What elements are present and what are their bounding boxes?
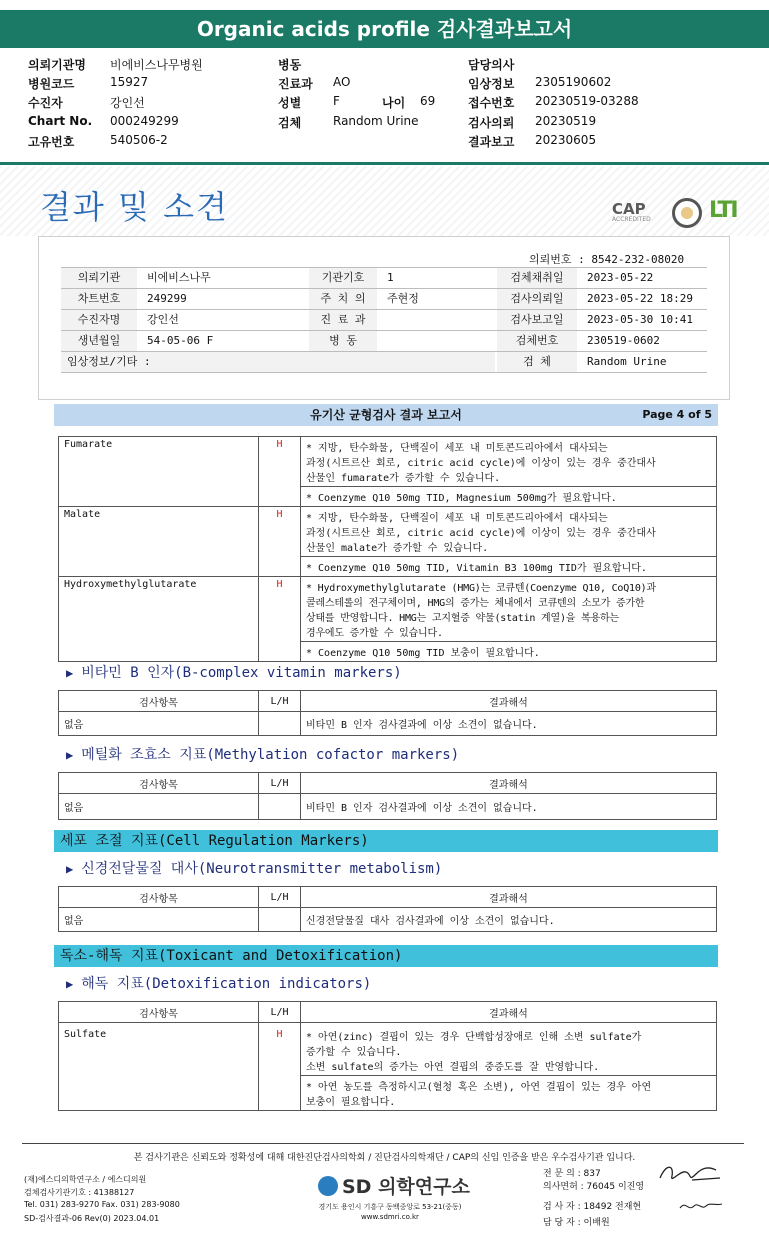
footer-divider — [22, 1143, 744, 1144]
clinical-info-label: 임상정보/기타 : — [61, 352, 495, 372]
request-number: 의뢰번호 : 8542-232-08020 — [529, 253, 685, 266]
patient-label: 수진자 — [28, 96, 63, 110]
chart-label: Chart No. — [28, 114, 93, 128]
request-value: Random Urine — [587, 355, 667, 368]
section-title: 해독 지표(Detoxification indicators) — [81, 976, 372, 992]
recommendation: * Coenzyme Q10 50mg TID 보충이 필요합니다. — [301, 642, 717, 662]
sex-label: 성별 — [278, 96, 302, 110]
request-label: 진 료 과 — [309, 310, 377, 330]
signer-manager: 담 당 자 : 이배원 — [543, 1218, 610, 1228]
request-value: 230519-0602 — [587, 334, 660, 347]
request-label: 주 치 의 — [309, 289, 377, 309]
col-item: 검사항목 — [59, 1002, 259, 1023]
section-title: 메틸화 조효소 지표(Methylation cofactor markers) — [81, 747, 460, 763]
vitamin-b-table — [58, 690, 717, 736]
interpretation: * 지방, 탄수화물, 단백질이 세포 내 미토콘드리아에서 대사되는 과정(시트르산 회로, citric acid cycle)에 이상이 있는 경우 중간대사 산물인 fumarate가 증가할 수 있습니다. — [301, 437, 717, 487]
grid-line — [61, 372, 707, 373]
hospital-code-label: 병원코드 — [28, 77, 75, 91]
col-lh: L/H — [259, 887, 301, 908]
request-label: 의뢰기관 — [61, 268, 137, 288]
request-value: 비에비스나무 — [147, 271, 211, 284]
report-header-title: 유기산 균형검사 결과 보고서 — [310, 408, 462, 422]
hospital-code-value: 15927 — [110, 75, 149, 89]
footer-address: 경기도 용인시 기흥구 동백중앙로 53-21(중동) — [318, 1203, 462, 1211]
footer-website: www.sdmri.co.kr — [361, 1213, 419, 1221]
table-row — [59, 507, 717, 557]
request-label: 병 동 — [309, 331, 377, 351]
request-value: 249299 — [147, 292, 187, 305]
flag: H — [259, 507, 301, 577]
footer-contact: Tel. 031) 283-9270 Fax. 031) 283-9080 — [24, 1200, 180, 1209]
table-row — [59, 437, 717, 487]
item-name: 없음 — [59, 794, 259, 820]
clinical-label: 임상정보 — [468, 77, 515, 91]
request-label: 검체채취일 — [497, 268, 577, 288]
request-label: 검사보고일 — [497, 310, 577, 330]
divider — [0, 162, 769, 165]
doctor-label: 담당의사 — [468, 58, 515, 72]
dept-label: 진료과 — [278, 77, 313, 91]
recommendation: * 아연 농도를 측정하시고(혈청 혹은 소변), 아연 결핍이 있는 경우 아연 보충이 필요합니다. — [301, 1076, 717, 1111]
flag: H — [259, 577, 301, 662]
request-label: 차트번호 — [61, 289, 137, 309]
age-label: 나이 — [382, 96, 406, 110]
unique-label: 고유번호 — [28, 135, 75, 149]
footer-rev: SD-검사결과-06 Rev(0) 2023.04.01 — [24, 1214, 160, 1223]
request-value: 주현정 — [387, 292, 419, 305]
results-table — [58, 436, 717, 662]
clinical-value: 2305190602 — [535, 75, 612, 89]
methylation-table — [58, 772, 717, 820]
section-title: 비타민 B 인자(B-complex vitamin markers) — [81, 665, 402, 681]
dept-value: AO — [333, 75, 351, 89]
request-value: 20230519 — [535, 114, 597, 128]
detoxification-table — [58, 1001, 717, 1111]
cap-logo-text: CAP — [612, 200, 646, 218]
section-detoxification: ▶ 해독 지표(Detoxification indicators) — [66, 976, 372, 992]
col-lh: L/H — [259, 1002, 301, 1023]
table-row — [59, 1023, 717, 1076]
col-interp: 결과해석 — [301, 773, 717, 794]
flag: H — [259, 1023, 301, 1111]
cap-logo — [612, 200, 651, 223]
table-row — [59, 577, 717, 642]
interpretation: 비타민 B 인자 검사결과에 이상 소견이 없습니다. — [301, 712, 717, 736]
brand-name: SD 의학연구소 — [342, 1176, 470, 1198]
patient-value: 강인선 — [110, 96, 145, 110]
item-name: Hydroxymethylglutarate — [59, 577, 259, 662]
report-date-label: 결과보고 — [468, 135, 515, 149]
interpretation: * 지방, 탄수화물, 단백질이 세포 내 미토콘드리아에서 대사되는 과정(시트르산 회로, citric acid cycle)에 이상이 있는 경우 중간대사 산물인 malate가 증가할 수 있습니다. — [301, 507, 717, 557]
receipt-label: 접수번호 — [468, 96, 515, 110]
request-label: 검체번호 — [497, 331, 577, 351]
section-vitamin-b: ▶ 비타민 B 인자(B-complex vitamin markers) — [66, 665, 402, 681]
section-band-cell-regulation: 세포 조절 지표(Cell Regulation Markers) — [54, 830, 718, 852]
report-date-value: 20230605 — [535, 133, 597, 147]
signer-tester: 검 사 자 : 18492 전재현 — [543, 1202, 642, 1212]
request-value: 2023-05-22 18:29 — [587, 292, 693, 305]
col-item: 검사항목 — [59, 887, 259, 908]
interpretation: 비타민 B 인자 검사결과에 이상 소견이 없습니다. — [301, 794, 717, 820]
institution-value: 비에비스나무병원 — [110, 58, 203, 72]
table-row — [59, 908, 717, 932]
request-value: 1 — [387, 271, 394, 284]
table-row — [59, 712, 717, 736]
recommendation: * Coenzyme Q10 50mg TID, Magnesium 500mg가 필요합니다. — [301, 487, 717, 507]
interpretation: * 아연(zinc) 결핍이 있는 경우 단백합성장애로 인해 소변 sulfate가 증가할 수 있습니다. 소변 sulfate의 증가는 아연 결핍의 중증도를 잘 반영합니다. — [301, 1023, 717, 1076]
item-name: 없음 — [59, 712, 259, 736]
request-value: 2023-05-22 — [587, 271, 654, 284]
signer-specialist: 전 문 의 : 837 — [543, 1169, 601, 1179]
request-label: 기관기호 — [309, 268, 377, 288]
chart-value: 000249299 — [110, 114, 179, 128]
sex-value: F — [333, 94, 340, 108]
item-name: Sulfate — [59, 1023, 259, 1111]
col-item: 검사항목 — [59, 691, 259, 712]
specimen-value: Random Urine — [333, 114, 419, 128]
request-label: 검사의뢰일 — [497, 289, 577, 309]
footer-code: 검체검사기관기호 : 41388127 — [24, 1188, 135, 1197]
table-row — [59, 794, 717, 820]
item-name: Malate — [59, 507, 259, 577]
item-name: 없음 — [59, 908, 259, 932]
report-title: Organic acids profile 검사결과보고서 — [0, 10, 769, 48]
request-label: 검 체 — [497, 352, 577, 372]
request-value — [379, 331, 497, 351]
ward-label: 병동 — [278, 58, 302, 72]
lti-logo: LTI — [709, 198, 737, 223]
neurotransmitter-table — [58, 886, 717, 932]
interpretation: 신경전달물질 대사 검사결과에 이상 소견이 없습니다. — [301, 908, 717, 932]
cap-logo-sub: ACCREDITED — [612, 216, 651, 223]
footer-org: (재)에스디의학연구소 / 에스디의원 — [24, 1175, 147, 1184]
request-value — [379, 310, 497, 330]
signature-2-icon — [676, 1196, 726, 1216]
col-interp: 결과해석 — [301, 1002, 717, 1023]
receipt-value: 20230519-03288 — [535, 94, 639, 108]
signer-license: 의사면허 : 76045 이진영 — [543, 1182, 645, 1192]
request-value: 강인선 — [147, 313, 179, 326]
request-label: 검사의뢰 — [468, 116, 515, 130]
item-name: Fumarate — [59, 437, 259, 507]
signature-1-icon — [656, 1160, 726, 1186]
recommendation: * Coenzyme Q10 50mg TID, Vitamin B3 100mg TID가 필요합니다. — [301, 557, 717, 577]
section-methylation: ▶ 메틸화 조효소 지표(Methylation cofactor markers) — [66, 747, 460, 763]
brand-logo — [318, 1172, 470, 1199]
flag: H — [259, 437, 301, 507]
section-band-toxicant: 독소-해독 지표(Toxicant and Detoxification) — [54, 945, 718, 967]
age-value: 69 — [420, 94, 436, 108]
footer-note: 본 검사기관은 신뢰도와 정확성에 대해 대한진단검사의학회 / 진단검사의학재단 / CAP의 신임 인증을 받은 우수검사기관 입니다. — [133, 1153, 636, 1163]
specimen-label: 검체 — [278, 116, 302, 130]
request-value: 2023-05-30 10:41 — [587, 313, 693, 326]
brand-icon — [318, 1176, 338, 1196]
col-item: 검사항목 — [59, 773, 259, 794]
col-lh: L/H — [259, 773, 301, 794]
request-value: 54-05-06 F — [147, 334, 214, 347]
request-label: 수진자명 — [61, 310, 137, 330]
results-title: 결과 및 소견 — [40, 188, 229, 226]
seal-logo-icon — [672, 198, 702, 228]
unique-value: 540506-2 — [110, 133, 168, 147]
col-interp: 결과해석 — [301, 887, 717, 908]
section-neurotransmitter: ▶ 신경전달물질 대사(Neurotransmitter metabolism) — [66, 861, 443, 877]
interpretation: * Hydroxymethylglutarate (HMG)는 코큐텐(Coenzyme Q10, CoQ10)과 콜레스테롤의 전구체이며, HMG의 증가는 체내에서 코큐텐의 소모가 증가한 상태를 반영합니다. HMG는 고지혈증 약물(statin 계열)을 복용하는 경우에도 증가할 수 있습니다. — [301, 577, 717, 642]
col-lh: L/H — [259, 691, 301, 712]
section-title: 신경전달물질 대사(Neurotransmitter metabolism) — [81, 861, 443, 877]
col-interp: 결과해석 — [301, 691, 717, 712]
request-info-box — [38, 236, 730, 400]
page-number: Page 4 of 5 — [642, 408, 712, 421]
institution-label: 의뢰기관명 — [28, 58, 86, 72]
report-header — [54, 404, 718, 426]
request-label: 생년월일 — [61, 331, 137, 351]
